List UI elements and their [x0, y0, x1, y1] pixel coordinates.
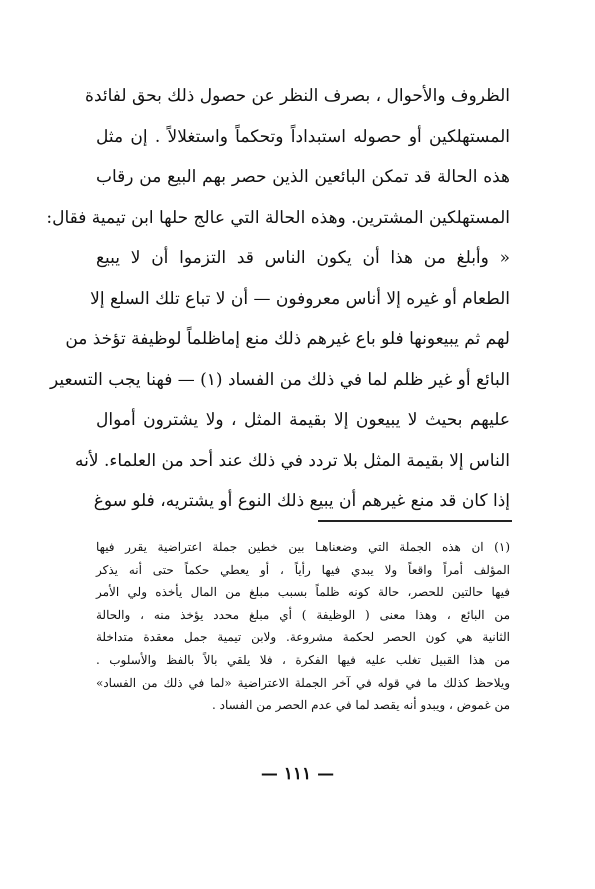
body-line: المستهلكين أو حصوله استبداداً وتحكماً واستغلالاً . إن مثل: [96, 126, 510, 147]
footnote-line: (١) ان هذه الجملة التي وضعناهـا بين خطين جملة اعتراضية يقرر فيها: [96, 540, 510, 554]
footnote-line: المؤلف أمراً واقعاً ولا يبدي فيها رأياً ، أو يعطي حكماً حتى أنه يذكر: [96, 562, 510, 577]
main-text-block: [46, 76, 510, 522]
body-line: إذا كان قد منع غيرهم أن يبيع ذلك النوع أو يشتريه، فلو سوغ: [93, 491, 510, 511]
footnote-block: [96, 536, 510, 717]
footnote-line: فيها حالتين للحصر، حالة كونه ظلماً بسبب مبلغ من المال يأخذه ولي الأمر: [96, 585, 510, 600]
footnote-separator: [318, 520, 512, 522]
footnote-line: الثانية هي كون الحصر لحكمة مشروعة. ولابن تيمية جمل معقدة متداخلة: [96, 630, 510, 645]
footnote-line: من هذا القبيل تغلب عليه فيها الفكرة ، فلا يلقي بالاً بالفظ والأسلوب .: [96, 652, 510, 667]
body-line: الناس إلا بقيمة المثل بلا تردد في ذلك عند أحد من العلماء. لأنه: [75, 450, 510, 471]
footnote-line: ويلاحظ كذلك ما في قوله في آخر الجملة الاعتراضية «لما في ذلك من الفساد»: [96, 675, 510, 690]
body-line: هذه الحالة قد تمكن البائعين الذين حصر بهم البيع من رقاب: [96, 167, 510, 187]
body-line: عليهم بحيث لا يبيعون إلا بقيمة المثل ، ولا يشترون أموال: [96, 410, 510, 430]
page-number: — ١١١ —: [260, 764, 335, 784]
body-line: المستهلكين المشترين. وهذه الحالة التي عالج حلها ابن تيمية فقال:: [46, 207, 510, 228]
footnote-line: من البائع ، وهذا معنى ( الوظيفة ) أي مبلغ محدد يؤخذ منه ، والحالة: [96, 607, 510, 622]
body-line: البائع أو غير ظلم لما في ذلك من الفساد (١) — فهنا يجب التسعير: [49, 369, 510, 390]
footnote-line: من غموض ، ويبدو أنه يقصد لما في عدم الحصر من الفساد .: [212, 698, 510, 713]
body-line: الطعام أو غيره إلا أناس معروفون — أن لا تباع تلك السلع إلا: [90, 288, 510, 309]
body-line: لهم ثم يبيعونها فلو باع غيرهم ذلك منع إماظلماً لوظيفة تؤخذ من: [65, 329, 510, 349]
body-line: « وأبلغ من هذا أن يكون الناس قد التزموا أن لا يبيع: [96, 248, 510, 268]
body-line: الظروف والأحوال ، بصرف النظر عن حصول ذلك بحق لفائدة: [85, 86, 510, 106]
